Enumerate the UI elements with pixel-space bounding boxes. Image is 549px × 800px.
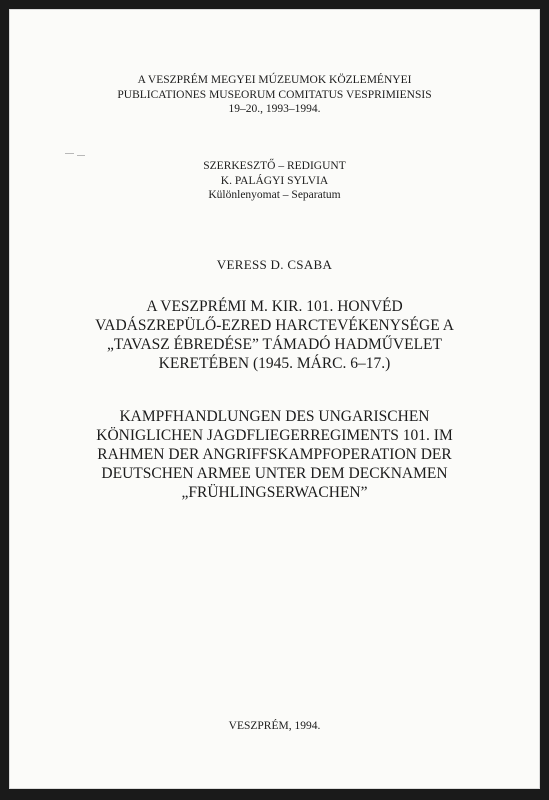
editor-block [9,159,540,203]
offprint-label: Különlenyomat – Separatum [208,189,341,201]
series-title-hungarian: A VESZPRÉM MEGYEI MÚZEUMOK KÖZLEMÉNYEI [137,74,412,86]
series-title-latin: PUBLICATIONES MUSEORUM COMITATUS VESPRIMIENSIS [117,88,432,101]
title-line: VADÁSZREPÜLŐ-EZRED HARCTEVÉKENYSÉGE A [95,317,454,334]
title-line: A VESZPRÉMI M. KIR. 101. HONVÉD [146,298,403,315]
title-line: KERETÉBEN (1945. MÁRC. 6–17.) [158,355,391,372]
pencil-mark [65,153,85,157]
series-header [9,73,540,117]
series-volume: 19–20., 1993–1994. [228,103,321,115]
title-line: „TAVASZ ÉBREDÉSE” TÁMADÓ HADMŰVELET [106,336,442,353]
title-line: KAMPFHANDLUNGEN DES UNGARISCHEN [119,408,430,425]
title-hungarian [9,297,540,373]
title-line: „FRÜHLINGSERWACHEN” [181,484,368,501]
title-line: KÖNIGLICHEN JAGDFLIEGERREGIMENTS 101. IM [96,427,453,444]
place-and-year: VESZPRÉM, 1994. [228,720,321,732]
title-german [9,407,540,502]
title-line: DEUTSCHEN ARMEE UNTER DEM DECKNAMEN [101,465,448,482]
author-name: VERESS D. CSABA [216,257,333,272]
editor-label: SZERKESZTŐ – REDIGUNT [203,160,346,172]
title-line: RAHMEN DER ANGRIFFSKAMPFOPERATION DER [97,446,452,463]
document-page [9,9,540,789]
editor-name: K. PALÁGYI SYLVIA [220,174,329,187]
